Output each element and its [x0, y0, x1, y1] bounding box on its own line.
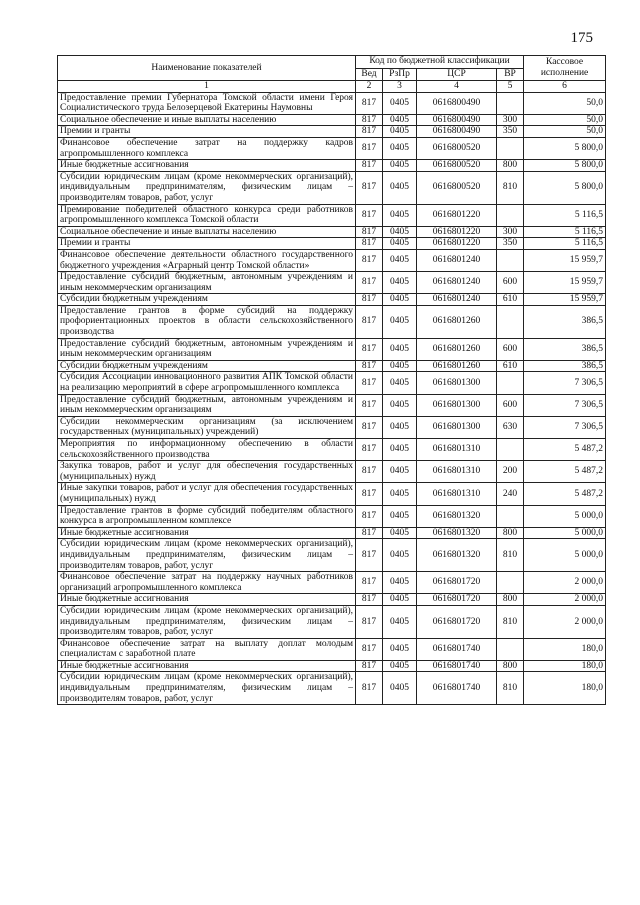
- table-row: [58, 372, 606, 394]
- row-csr: 0616801310: [417, 483, 497, 505]
- row-name: Премирование победителей областного конкурса среди работников агропромышленного комплекса Томской области: [58, 204, 356, 226]
- row-amount: 2 000,0: [524, 572, 606, 594]
- row-name: Предоставление грантов в форме субсидий на поддержку профориентационных проектов в области сельскохозяйственного производства: [58, 305, 356, 338]
- row-ved: 817: [356, 416, 383, 438]
- row-amount: 5 487,2: [524, 439, 606, 461]
- row-ved: 817: [356, 539, 383, 572]
- row-rzpr: 0405: [383, 638, 417, 660]
- row-vr: 610: [497, 360, 524, 372]
- row-name: Премии и гранты: [58, 238, 356, 250]
- budget-table: [57, 55, 606, 705]
- row-amount: 50,0: [524, 114, 606, 126]
- row-ved: 817: [356, 137, 383, 159]
- row-csr: 0616801320: [417, 539, 497, 572]
- row-rzpr: 0405: [383, 114, 417, 126]
- column-number-row: [58, 81, 606, 93]
- row-rzpr: 0405: [383, 238, 417, 250]
- table-row: [58, 505, 606, 527]
- row-ved: 817: [356, 527, 383, 539]
- row-vr: 610: [497, 294, 524, 306]
- row-ved: 817: [356, 394, 383, 416]
- row-rzpr: 0405: [383, 305, 417, 338]
- row-rzpr: 0405: [383, 660, 417, 672]
- row-csr: 0616801310: [417, 461, 497, 483]
- table-row: [58, 160, 606, 172]
- col-number: 3: [383, 81, 417, 93]
- row-amount: 7 306,5: [524, 416, 606, 438]
- header-csr: ЦСР: [417, 68, 497, 81]
- table-row: [58, 137, 606, 159]
- row-amount: 7 306,5: [524, 372, 606, 394]
- row-amount: 50,0: [524, 92, 606, 114]
- row-vr: 810: [497, 171, 524, 204]
- header-code-group: Код по бюджетной классификации: [356, 56, 524, 69]
- row-ved: 817: [356, 238, 383, 250]
- row-vr: 810: [497, 672, 524, 705]
- table-row: [58, 294, 606, 306]
- row-ved: 817: [356, 372, 383, 394]
- row-amount: 5 800,0: [524, 137, 606, 159]
- row-csr: 0616801740: [417, 672, 497, 705]
- row-csr: 0616801300: [417, 416, 497, 438]
- row-ved: 817: [356, 294, 383, 306]
- row-csr: 0616801260: [417, 360, 497, 372]
- row-csr: 0616801320: [417, 527, 497, 539]
- row-name: Иные бюджетные ассигнования: [58, 160, 356, 172]
- row-amount: 5 000,0: [524, 539, 606, 572]
- table-row: [58, 439, 606, 461]
- row-amount: 15 959,7: [524, 249, 606, 271]
- row-vr: 600: [497, 338, 524, 360]
- row-name: Субсидии юридическим лицам (кроме некоммерческих организаций), индивидуальным предпринимателям, физическим лицам – производителям товаров, работ, услуг: [58, 605, 356, 638]
- row-rzpr: 0405: [383, 505, 417, 527]
- row-csr: 0616801240: [417, 249, 497, 271]
- table-row: [58, 272, 606, 294]
- table-row: [58, 249, 606, 271]
- row-name: Субсидии бюджетным учреждениям: [58, 294, 356, 306]
- row-rzpr: 0405: [383, 605, 417, 638]
- row-rzpr: 0405: [383, 126, 417, 138]
- header-cash: Кассовое исполнение: [524, 56, 606, 81]
- row-csr: 0616800520: [417, 171, 497, 204]
- row-rzpr: 0405: [383, 160, 417, 172]
- row-vr: [497, 305, 524, 338]
- row-vr: 600: [497, 272, 524, 294]
- row-csr: 0616801310: [417, 439, 497, 461]
- header-name-col: Наименование показателей: [58, 56, 356, 81]
- table-row: [58, 461, 606, 483]
- row-vr: 800: [497, 660, 524, 672]
- row-rzpr: 0405: [383, 394, 417, 416]
- row-vr: [497, 372, 524, 394]
- row-amount: 5 487,2: [524, 461, 606, 483]
- row-rzpr: 0405: [383, 439, 417, 461]
- row-csr: 0616801740: [417, 638, 497, 660]
- row-vr: [497, 572, 524, 594]
- row-name: Премии и гранты: [58, 126, 356, 138]
- row-ved: 817: [356, 439, 383, 461]
- row-rzpr: 0405: [383, 672, 417, 705]
- table-row: [58, 660, 606, 672]
- row-ved: 817: [356, 672, 383, 705]
- row-csr: 0616801260: [417, 338, 497, 360]
- row-vr: 810: [497, 605, 524, 638]
- row-rzpr: 0405: [383, 294, 417, 306]
- table-row: [58, 238, 606, 250]
- col-number: 4: [417, 81, 497, 93]
- row-csr: 0616801300: [417, 372, 497, 394]
- row-csr: 0616800520: [417, 137, 497, 159]
- row-name: Предоставление грантов в форме субсидий победителям областного конкурса в агропромышленном комплексе: [58, 505, 356, 527]
- row-ved: 817: [356, 572, 383, 594]
- row-ved: 817: [356, 249, 383, 271]
- row-ved: 817: [356, 638, 383, 660]
- table-row: [58, 126, 606, 138]
- row-vr: [497, 439, 524, 461]
- table-row: [58, 360, 606, 372]
- table-row: [58, 92, 606, 114]
- row-csr: 0616801260: [417, 305, 497, 338]
- row-name: Мероприятия по информационному обеспечению в области сельскохозяйственного производства: [58, 439, 356, 461]
- row-name: Финансовое обеспечение затрат на поддержку кадров агропромышленного комплекса: [58, 137, 356, 159]
- row-amount: 50,0: [524, 126, 606, 138]
- col-number: 5: [497, 81, 524, 93]
- row-ved: 817: [356, 338, 383, 360]
- row-name: Иные бюджетные ассигнования: [58, 660, 356, 672]
- row-amount: 5 800,0: [524, 160, 606, 172]
- table-row: [58, 605, 606, 638]
- row-csr: 0616801300: [417, 394, 497, 416]
- row-csr: 0616800490: [417, 114, 497, 126]
- row-rzpr: 0405: [383, 539, 417, 572]
- row-rzpr: 0405: [383, 92, 417, 114]
- row-ved: 817: [356, 171, 383, 204]
- row-csr: 0616801240: [417, 272, 497, 294]
- row-name: Закупка товаров, работ и услуг для обеспечения государственных (муниципальных) нужд: [58, 461, 356, 483]
- row-amount: 5 116,5: [524, 204, 606, 226]
- row-csr: 0616801720: [417, 572, 497, 594]
- table-row: [58, 204, 606, 226]
- row-amount: 5 487,2: [524, 483, 606, 505]
- row-ved: 817: [356, 92, 383, 114]
- row-csr: 0616801220: [417, 226, 497, 238]
- row-rzpr: 0405: [383, 594, 417, 606]
- row-amount: 15 959,7: [524, 294, 606, 306]
- row-csr: 0616800520: [417, 160, 497, 172]
- row-ved: 817: [356, 160, 383, 172]
- row-name: Субсидии юридическим лицам (кроме некоммерческих организаций), индивидуальным предпринимателям, физическим лицам – производителям товаров, работ, услуг: [58, 171, 356, 204]
- page-number: 175: [570, 30, 593, 46]
- table-row: [58, 171, 606, 204]
- row-amount: 5 116,5: [524, 226, 606, 238]
- row-ved: 817: [356, 226, 383, 238]
- row-rzpr: 0405: [383, 137, 417, 159]
- row-amount: 180,0: [524, 660, 606, 672]
- row-rzpr: 0405: [383, 372, 417, 394]
- table-row: [58, 394, 606, 416]
- row-ved: 817: [356, 360, 383, 372]
- row-csr: 0616800490: [417, 126, 497, 138]
- row-name: Иные закупки товаров, работ и услуг для обеспечения государственных (муниципальных) нужд: [58, 483, 356, 505]
- row-name: Субсидии некоммерческим организациям (за исключением государственных (муниципальных) учреждений): [58, 416, 356, 438]
- row-vr: [497, 249, 524, 271]
- row-name: Финансовое обеспечение затрат на поддержку научных работников организаций агропромышленного комплекса: [58, 572, 356, 594]
- row-vr: 300: [497, 226, 524, 238]
- row-vr: 240: [497, 483, 524, 505]
- row-amount: 5 000,0: [524, 527, 606, 539]
- row-rzpr: 0405: [383, 483, 417, 505]
- row-csr: 0616801740: [417, 660, 497, 672]
- table-row: [58, 539, 606, 572]
- row-amount: 2 000,0: [524, 605, 606, 638]
- row-amount: 7 306,5: [524, 394, 606, 416]
- row-name: Предоставление субсидий бюджетным, автономным учреждениям и иным некоммерческим организациям: [58, 272, 356, 294]
- row-vr: 200: [497, 461, 524, 483]
- row-vr: [497, 505, 524, 527]
- row-amount: 386,5: [524, 360, 606, 372]
- row-ved: 817: [356, 505, 383, 527]
- col-number: 2: [356, 81, 383, 93]
- row-ved: 817: [356, 114, 383, 126]
- row-vr: 350: [497, 126, 524, 138]
- table-row: [58, 338, 606, 360]
- row-amount: 180,0: [524, 672, 606, 705]
- row-name: Социальное обеспечение и иные выплаты населению: [58, 114, 356, 126]
- row-rzpr: 0405: [383, 572, 417, 594]
- row-rzpr: 0405: [383, 461, 417, 483]
- row-amount: 5 000,0: [524, 505, 606, 527]
- row-csr: 0616801720: [417, 594, 497, 606]
- row-rzpr: 0405: [383, 416, 417, 438]
- table-row: [58, 527, 606, 539]
- row-name: Предоставление субсидий бюджетным, автономным учреждениям и иным некоммерческим организациям: [58, 394, 356, 416]
- table-row: [58, 572, 606, 594]
- row-csr: 0616800490: [417, 92, 497, 114]
- row-rzpr: 0405: [383, 272, 417, 294]
- row-vr: [497, 638, 524, 660]
- row-ved: 817: [356, 605, 383, 638]
- row-name: Предоставление премии Губернатора Томской области имени Героя Социалистического труда Белозерцевой Екатерины Наумовны: [58, 92, 356, 114]
- row-amount: 180,0: [524, 638, 606, 660]
- row-name: Социальное обеспечение и иные выплаты населению: [58, 226, 356, 238]
- row-vr: 800: [497, 160, 524, 172]
- table-row: [58, 594, 606, 606]
- row-vr: 350: [497, 238, 524, 250]
- row-vr: [497, 137, 524, 159]
- header-row-1: [58, 56, 606, 69]
- row-amount: 386,5: [524, 338, 606, 360]
- row-amount: 15 959,7: [524, 272, 606, 294]
- row-rzpr: 0405: [383, 249, 417, 271]
- header-vr: ВР: [497, 68, 524, 81]
- row-vr: 810: [497, 539, 524, 572]
- row-ved: 817: [356, 483, 383, 505]
- row-name: Предоставление субсидий бюджетным, автономным учреждениям и иным некоммерческим организациям: [58, 338, 356, 360]
- col-number: 6: [524, 81, 606, 93]
- row-vr: 800: [497, 527, 524, 539]
- row-ved: 817: [356, 305, 383, 338]
- row-vr: 300: [497, 114, 524, 126]
- row-csr: 0616801220: [417, 204, 497, 226]
- row-ved: 817: [356, 204, 383, 226]
- row-csr: 0616801240: [417, 294, 497, 306]
- row-amount: 386,5: [524, 305, 606, 338]
- row-name: Иные бюджетные ассигнования: [58, 527, 356, 539]
- row-vr: 800: [497, 594, 524, 606]
- row-name: Субсидии бюджетным учреждениям: [58, 360, 356, 372]
- col-number: 1: [58, 81, 356, 93]
- row-amount: 5 116,5: [524, 238, 606, 250]
- table-row: [58, 672, 606, 705]
- row-amount: 2 000,0: [524, 594, 606, 606]
- row-vr: 630: [497, 416, 524, 438]
- row-csr: 0616801320: [417, 505, 497, 527]
- row-name: Иные бюджетные ассигнования: [58, 594, 356, 606]
- row-rzpr: 0405: [383, 338, 417, 360]
- row-csr: 0616801220: [417, 238, 497, 250]
- row-amount: 5 800,0: [524, 171, 606, 204]
- header-rzpr: РзПр: [383, 68, 417, 81]
- row-vr: [497, 204, 524, 226]
- table-body: [58, 92, 606, 705]
- table-row: [58, 226, 606, 238]
- row-rzpr: 0405: [383, 226, 417, 238]
- row-name: Субсидии юридическим лицам (кроме некоммерческих организаций), индивидуальным предпринимателям, физическим лицам – производителям товаров, работ, услуг: [58, 539, 356, 572]
- row-csr: 0616801720: [417, 605, 497, 638]
- row-rzpr: 0405: [383, 527, 417, 539]
- header-ved: Вед: [356, 68, 383, 81]
- row-name: Субсидии юридическим лицам (кроме некоммерческих организаций), индивидуальным предпринимателям, физическим лицам – производителям товаров, работ, услуг: [58, 672, 356, 705]
- row-rzpr: 0405: [383, 360, 417, 372]
- row-name: Субсидия Ассоциации инновационного развития АПК Томской области на реализацию мероприятий в сфере агропромышленного комплекса: [58, 372, 356, 394]
- row-ved: 817: [356, 660, 383, 672]
- table-row: [58, 638, 606, 660]
- table-row: [58, 483, 606, 505]
- table-row: [58, 305, 606, 338]
- row-vr: [497, 92, 524, 114]
- row-ved: 817: [356, 272, 383, 294]
- row-ved: 817: [356, 461, 383, 483]
- row-ved: 817: [356, 594, 383, 606]
- row-rzpr: 0405: [383, 204, 417, 226]
- row-name: Финансовое обеспечение деятельности областного государственного бюджетного учреждения «Аграрный центр Томской области»: [58, 249, 356, 271]
- row-ved: 817: [356, 126, 383, 138]
- table-row: [58, 114, 606, 126]
- table-row: [58, 416, 606, 438]
- row-vr: 600: [497, 394, 524, 416]
- row-rzpr: 0405: [383, 171, 417, 204]
- row-name: Финансовое обеспечение затрат на выплату доплат молодым специалистам с заработной плате: [58, 638, 356, 660]
